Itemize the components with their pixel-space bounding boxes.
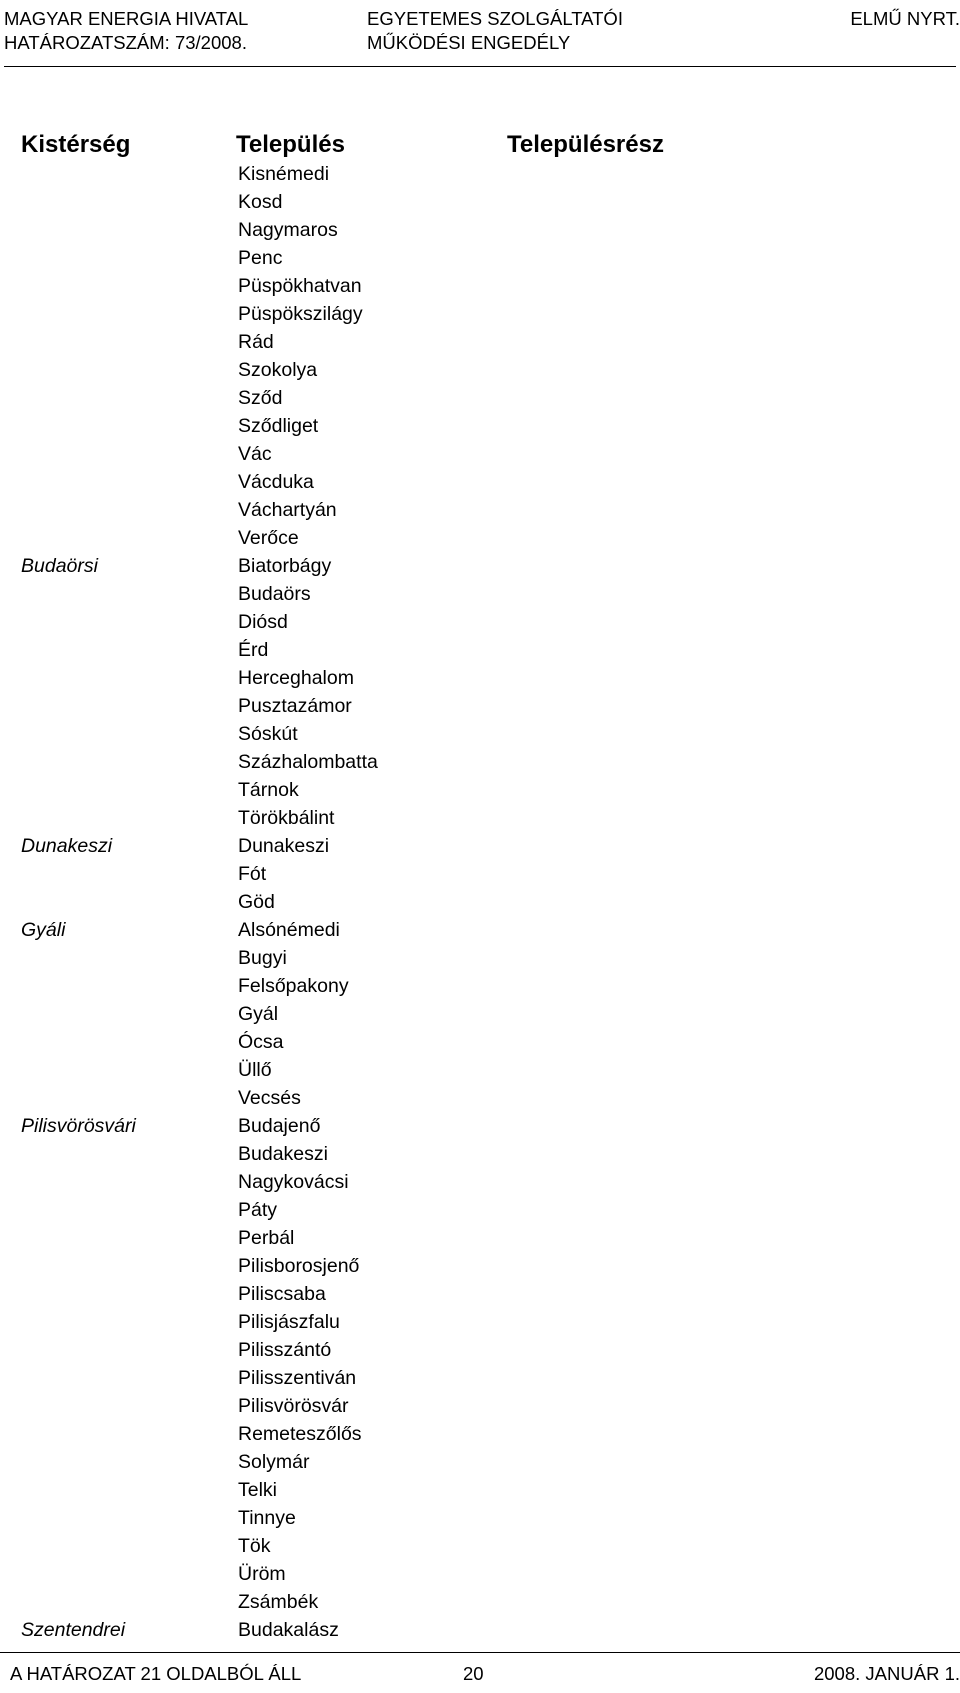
telepules-cell: Verőce [238,527,299,549]
telepules-cell: Tinnye [238,1507,296,1529]
column-header-kisterseg: Kistérség [21,131,131,158]
telepules-cell: Vácduka [238,471,314,493]
telepules-cell: Bugyi [238,947,287,969]
header-resolution-number: HATÁROZATSZÁM: 73/2008. [4,32,247,53]
telepules-cell: Tök [238,1535,271,1557]
telepules-cell: Göd [238,891,275,913]
telepules-cell: Vecsés [238,1087,301,1109]
column-header-telepules: Település [236,131,345,158]
kisterseg-cell: Pilisvörösvári [21,1115,136,1137]
telepules-cell: Perbál [238,1227,295,1249]
footer-page-number: 20 [463,1663,484,1684]
telepules-cell: Nagykovácsi [238,1171,349,1193]
header-license-type-line1: EGYETEMES SZOLGÁLTATÓI [367,8,623,29]
telepules-cell: Kosd [238,191,283,213]
column-header-telepulesresz: Településrész [507,131,664,158]
telepules-cell: Pilisjászfalu [238,1311,340,1333]
telepules-cell: Felsőpakony [238,975,349,997]
telepules-cell: Kisnémedi [238,163,330,185]
telepules-cell: Budajenő [238,1115,321,1137]
header-company: ELMŰ NYRT. [850,8,960,29]
telepules-cell: Dunakeszi [238,835,330,857]
telepules-cell: Páty [238,1199,278,1221]
telepules-cell: Gyál [238,1003,279,1025]
telepules-cell: Üllő [238,1059,272,1081]
kisterseg-cell: Dunakeszi [21,835,113,857]
telepules-cell: Püspökszilágy [238,303,363,325]
telepules-cell: Törökbálint [238,807,335,829]
telepules-cell: Vác [238,443,272,465]
kisterseg-cell: Budaörsi [21,555,98,577]
telepules-cell: Nagymaros [238,219,338,241]
header-authority: MAGYAR ENERGIA HIVATAL [4,8,249,29]
telepules-cell: Sződliget [238,415,319,437]
telepules-cell: Sződ [238,387,283,409]
telepules-cell: Diósd [238,611,288,633]
footer-page-count: A HATÁROZAT 21 OLDALBÓL ÁLL [10,1663,302,1684]
telepules-cell: Pilisvörösvár [238,1395,349,1417]
header-divider [4,66,956,67]
telepules-cell: Üröm [238,1563,286,1585]
telepules-cell: Pusztazámor [238,695,352,717]
page-header [0,0,960,70]
telepules-cell: Herceghalom [238,667,354,689]
telepules-cell: Zsámbék [238,1591,319,1613]
telepules-cell: Százhalombatta [238,751,378,773]
telepules-cell: Püspökhatvan [238,275,362,297]
telepules-cell: Pilisszentiván [238,1367,357,1389]
footer-date: 2008. JANUÁR 1. [813,1663,960,1684]
telepules-cell: Ócsa [238,1031,284,1053]
telepules-cell: Érd [238,639,269,661]
header-license-type-line2: MŰKÖDÉSI ENGEDÉLY [367,32,571,53]
telepules-cell: Solymár [238,1451,310,1473]
kisterseg-cell: Gyáli [21,919,66,941]
telepules-cell: Sóskút [238,723,298,745]
telepules-cell: Pilisszántó [238,1339,332,1361]
telepules-cell: Budaörs [238,583,311,605]
telepules-cell: Budakeszi [238,1143,328,1165]
telepules-cell: Pilisborosjenő [238,1255,360,1277]
telepules-cell: Budakalász [238,1619,339,1641]
footer-divider [0,1652,960,1653]
telepules-cell: Alsónémedi [238,919,340,941]
telepules-cell: Biatorbágy [238,555,332,577]
telepules-column [238,160,538,1644]
telepules-cell: Penc [238,247,283,269]
telepules-cell: Telki [238,1479,278,1501]
telepules-cell: Fót [238,863,267,885]
telepules-cell: Váchartyán [238,499,337,521]
telepules-cell: Tárnok [238,779,299,801]
telepules-cell: Szokolya [238,359,318,381]
kisterseg-cell: Szentendrei [21,1619,126,1641]
telepules-cell: Rád [238,331,274,353]
telepules-cell: Piliscsaba [238,1283,326,1305]
telepules-cell: Remeteszőlős [238,1423,362,1445]
